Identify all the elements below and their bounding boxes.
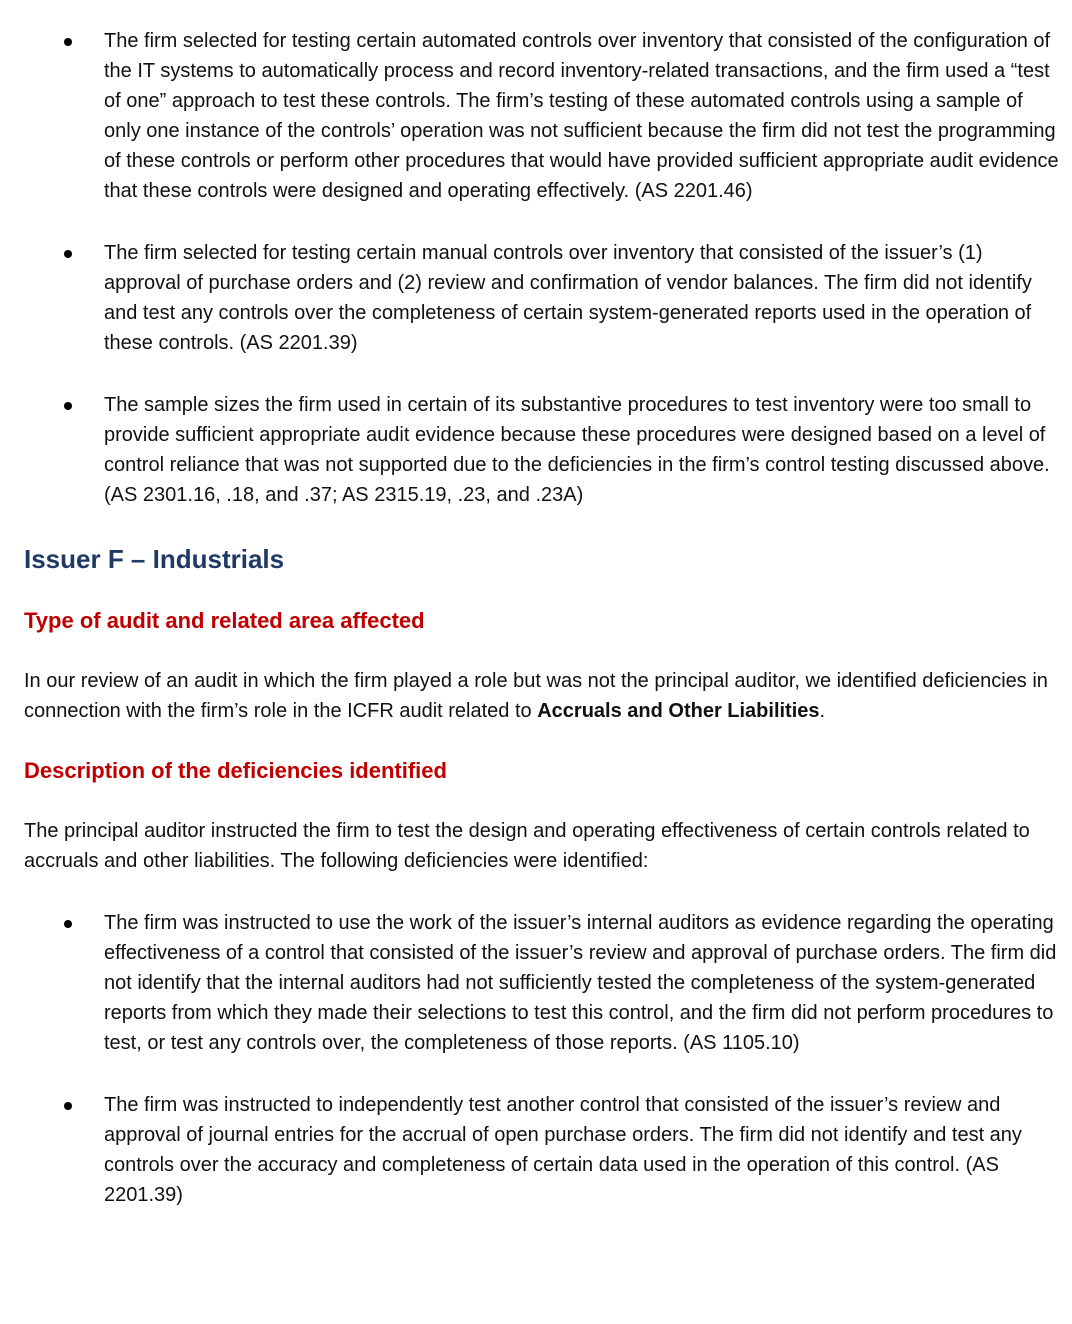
document-page <box>24 26 1064 1210</box>
bullet-dot-icon <box>64 402 72 410</box>
bullet-dot-icon <box>64 38 72 46</box>
area-affected-bold: Accruals and Other Liabilities <box>537 700 820 722</box>
bullet-dot-icon <box>64 250 72 258</box>
type-of-audit-heading: Type of audit and related area affected <box>24 608 425 633</box>
bullet-text: The firm selected for testing certain automated controls over inventory that consisted of the configuration of the IT systems to automatically process and record inventory-related transactions, and the firm used a “test of one” approach to test these controls. The firm’s testing of these automated controls using a sample of only one instance of the controls’ operation was not sufficient because the firm did not test the programming of these controls or perform other procedures that would have provided sufficient appropriate audit evidence that these controls were designed and operating effectively. (AS 2201.46) <box>104 30 1059 202</box>
list-item <box>24 238 1064 358</box>
description-heading: Description of the deficiencies identified <box>24 758 447 783</box>
type-of-audit-paragraph <box>24 666 1064 726</box>
list-item <box>24 1090 1064 1210</box>
list-item <box>24 26 1064 206</box>
bullet-text: The firm was instructed to use the work of the issuer’s internal auditors as evidence regarding the operating effectiveness of a control that consisted of the issuer’s review and approval of purchase orders. The firm did not identify that the internal auditors had not sufficiently tested the completeness of the system-generated reports from which they made their selections to test this control, and the firm did not perform procedures to test, or test any controls over, the completeness of those reports. (AS 1105.10) <box>104 912 1057 1054</box>
type-paragraph-end: . <box>819 700 826 722</box>
type-paragraph-text: In our review of an audit in which the firm played a role but was not the principal auditor, we identified deficiencies in connection with the firm’s role in the ICFR audit related to <box>24 670 1048 722</box>
list-item <box>24 908 1064 1058</box>
bullet-dot-icon <box>64 920 72 928</box>
bullet-text: The firm was instructed to independently test another control that consisted of the issuer’s review and approval of journal entries for the accrual of open purchase orders. The firm did not identify and test any controls over the accuracy and completeness of certain data used in the operation of this control. (AS 2201.39) <box>104 1094 1022 1206</box>
bullet-text: The sample sizes the firm used in certain of its substantive procedures to test inventory were too small to provide sufficient appropriate audit evidence because these procedures were designed based on a level of control reliance that was not supported due to the deficiencies in the firm’s control testing discussed above. (AS 2301.16, .18, and .37; AS 2315.19, .23, and .23A) <box>104 394 1050 506</box>
bullet-dot-icon <box>64 1102 72 1110</box>
list-item <box>24 390 1064 510</box>
issuer-heading: Issuer F – Industrials <box>24 544 285 574</box>
bottom-bullet-list <box>24 908 1064 1210</box>
bullet-text: The firm selected for testing certain manual controls over inventory that consisted of the issuer’s (1) approval of purchase orders and (2) review and confirmation of vendor balances. The firm did not identify and test any controls over the completeness of certain system-generated reports used in the operation of these controls. (AS 2201.39) <box>104 242 1032 354</box>
top-bullet-list <box>24 26 1064 510</box>
description-paragraph: The principal auditor instructed the firm to test the design and operating effectiveness of certain controls related to accruals and other liabilities. The following deficiencies were identified: <box>24 820 1030 872</box>
